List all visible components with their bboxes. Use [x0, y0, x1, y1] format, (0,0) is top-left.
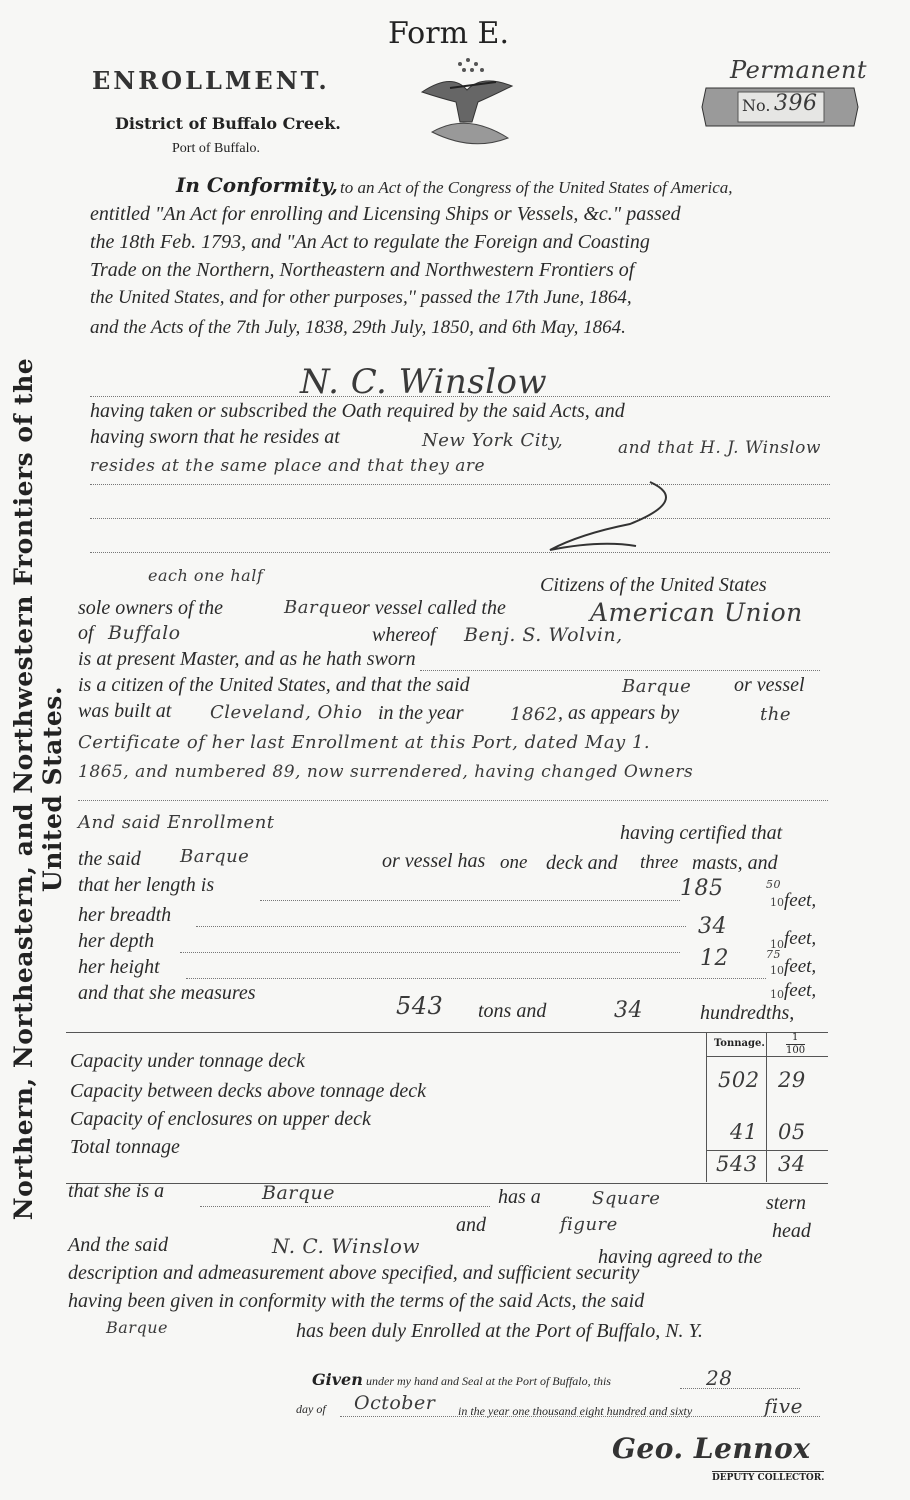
masts-text: masts, and — [692, 852, 778, 874]
built-at: Cleveland, Ohio — [210, 702, 363, 723]
whereof-label: whereof — [372, 624, 436, 646]
oath-text: having taken or subscribed the Oath required by the said Acts, and — [90, 400, 625, 422]
sole-owners: sole owners of the — [78, 597, 223, 619]
tonnage-row-hund: 29 — [778, 1068, 806, 1092]
vessel-type: Barque — [284, 597, 354, 618]
master-name: Benj. S. Wolvin, — [464, 624, 623, 646]
she-is: that she is a — [68, 1180, 165, 1202]
preamble-line-3: the 18th Feb. 1793, and "An Act to regulate the Foreign and Coasting — [90, 231, 650, 253]
depth-frac: 75 — [766, 948, 781, 961]
and-label: and — [456, 1214, 486, 1236]
masts-count: three — [640, 852, 679, 873]
deck-and: deck and — [546, 852, 618, 874]
resides-text: resides at the same place and that they are — [90, 456, 486, 476]
residence: New York City, — [422, 430, 564, 451]
enrolled-text: has been duly Enrolled at the Port of Buffalo, N. Y. — [296, 1320, 703, 1342]
tonnage-row-tons: 543 — [716, 1152, 758, 1176]
and-the-said: And the said — [68, 1234, 168, 1256]
agreed-text: having agreed to the — [598, 1246, 763, 1268]
tonnage-row-hund: 05 — [778, 1120, 806, 1144]
form-title: Form E. — [388, 16, 509, 51]
preamble-line-6: and the Acts of the 7th July, 1838, 29th July, 1850, and 6th May, 1864. — [90, 317, 626, 338]
length-value: 185 — [680, 876, 724, 901]
height-feet: feet, — [784, 980, 817, 1001]
rig: Barque — [262, 1182, 336, 1204]
tonnage-row-label: Capacity under tonnage deck — [70, 1050, 305, 1072]
depth-label: her depth — [78, 930, 155, 952]
eagle-emblem-icon — [412, 52, 522, 156]
stern-type: Square — [592, 1188, 661, 1209]
co-owner: and that H. J. Winslow — [618, 438, 821, 458]
given-day: 28 — [706, 1366, 733, 1390]
desc-line: description and admeasurement above specified, and sufficient security — [68, 1262, 640, 1284]
tonnage-row-label: Capacity between decks above tonnage deck — [70, 1080, 426, 1102]
in-year-sixty: in the year one thousand eight hundred and sixty — [458, 1404, 693, 1418]
cert-a: the — [760, 704, 791, 725]
breadth-value: 34 — [698, 914, 727, 939]
length-label: that her length is — [78, 874, 215, 896]
breadth-tenths: 10 — [770, 938, 784, 951]
height-tenths: 10 — [770, 988, 784, 1001]
brace-mark-icon — [540, 480, 700, 570]
collector-signature: Geo. Lennox — [612, 1432, 811, 1465]
tonnage-col-header: Tonnage. — [714, 1038, 765, 1049]
in-year-label: in the year — [378, 702, 464, 724]
as-appears: , as appears by — [558, 702, 680, 724]
preamble-lead: In Conformity, — [176, 173, 338, 197]
height-label: her height — [78, 956, 160, 978]
the-said: the said — [78, 848, 141, 870]
has-a: has a — [498, 1186, 541, 1208]
security-line: having been given in conformity with the terms of the said Acts, the said — [68, 1290, 645, 1312]
under-hand: under my hand and Seal at the Port of Buffalo, this — [366, 1374, 611, 1388]
of-label: of — [78, 622, 94, 644]
breadth-label: her breadth — [78, 904, 172, 926]
share-text: each one half — [148, 566, 264, 585]
side-title: Northern, Northeastern, and Northwestern Frontiers of the United States. — [9, 357, 67, 1221]
preamble-line-2: entitled "An Act for enrolling and Licensing Ships or Vessels, &c." passed — [90, 203, 681, 225]
cert-b: Certificate of her last Enrollment at this Port, dated May 1. — [78, 732, 651, 753]
tonnage-row-tons: 41 — [730, 1120, 758, 1144]
decks-count: one — [500, 852, 528, 873]
vessel-name: American Union — [590, 598, 803, 627]
year-built: 1862 — [510, 704, 558, 725]
signer-title: DEPUTY COLLECTOR. — [712, 1473, 825, 1483]
permanent-label: Permanent — [730, 56, 868, 84]
port-label: Port of Buffalo. — [172, 141, 261, 156]
tonnage-row-tons: 502 — [718, 1068, 760, 1092]
and-said-enrollment: And said Enrollment — [78, 812, 275, 833]
tons-and: tons and — [478, 1000, 547, 1022]
enrollment-number: 396 — [774, 91, 818, 116]
hundredths-label: hundredths, — [700, 1002, 795, 1024]
tonnage-row-label: Total tonnage — [70, 1136, 180, 1158]
owner-name: N. C. Winslow — [300, 362, 548, 402]
given-month: October — [354, 1392, 436, 1414]
citizens-text: Citizens of the United States — [540, 574, 767, 596]
length-tenths: 10 — [770, 896, 784, 909]
number-prefix: No. — [742, 96, 771, 115]
tonnage-row-label: Capacity of enclosures on upper deck — [70, 1108, 371, 1130]
given-word: Given — [312, 1370, 363, 1389]
length-frac: 50 — [766, 878, 781, 891]
measures-label: and that she measures — [78, 982, 256, 1004]
final-type: Barque — [106, 1318, 168, 1337]
depth-feet: feet, — [784, 956, 817, 977]
fraction-den-header: 100 — [786, 1045, 806, 1056]
breadth-feet: feet, — [784, 928, 817, 949]
or-vessel-called: or vessel called the — [352, 597, 506, 619]
built-at-label: was built at — [78, 700, 172, 722]
depth-tenths: 10 — [770, 964, 784, 977]
hundredths-value: 34 — [614, 998, 643, 1023]
is-master: is at present Master, and as he hath sworn — [78, 648, 416, 670]
preamble-line-4: Trade on the Northern, Northeastern and Northwestern Frontiers of — [90, 259, 635, 281]
doc-type-heading: ENROLLMENT. — [92, 66, 330, 95]
sworn-text: having sworn that he resides at — [90, 426, 340, 448]
agreed-name: N. C. Winslow — [272, 1234, 421, 1258]
day-of: day of — [296, 1402, 326, 1416]
or-vessel: or vessel — [734, 674, 805, 696]
preamble-line-1: to an Act of the Congress of the United States of America, — [340, 178, 733, 197]
head-type: figure — [560, 1214, 618, 1235]
citizen-text: is a citizen of the United States, and that the said — [78, 674, 470, 696]
deck-text: or vessel has — [382, 850, 486, 872]
tonnage-row-hund: 34 — [778, 1152, 806, 1176]
length-feet: feet, — [784, 890, 817, 911]
tons-value: 543 — [396, 992, 444, 1020]
home-port: Buffalo — [108, 622, 181, 644]
preamble-line-5: the United States, and for other purposes,'' passed the 17th June, 1864, — [90, 287, 632, 308]
cert-c: 1865, and numbered 89, now surrendered, having changed Owners — [78, 762, 694, 782]
depth-value: 12 — [700, 946, 729, 971]
vessel-type-2: Barque — [622, 676, 692, 697]
stern-label: stern — [766, 1192, 806, 1214]
district-label: District of Buffalo Creek. — [115, 114, 341, 133]
fraction-num-header: 1 — [792, 1032, 799, 1043]
head-label: head — [772, 1220, 811, 1242]
year-word: five — [764, 1394, 803, 1418]
certified-text: having certified that — [620, 822, 783, 844]
vessel-type-3: Barque — [180, 846, 250, 867]
